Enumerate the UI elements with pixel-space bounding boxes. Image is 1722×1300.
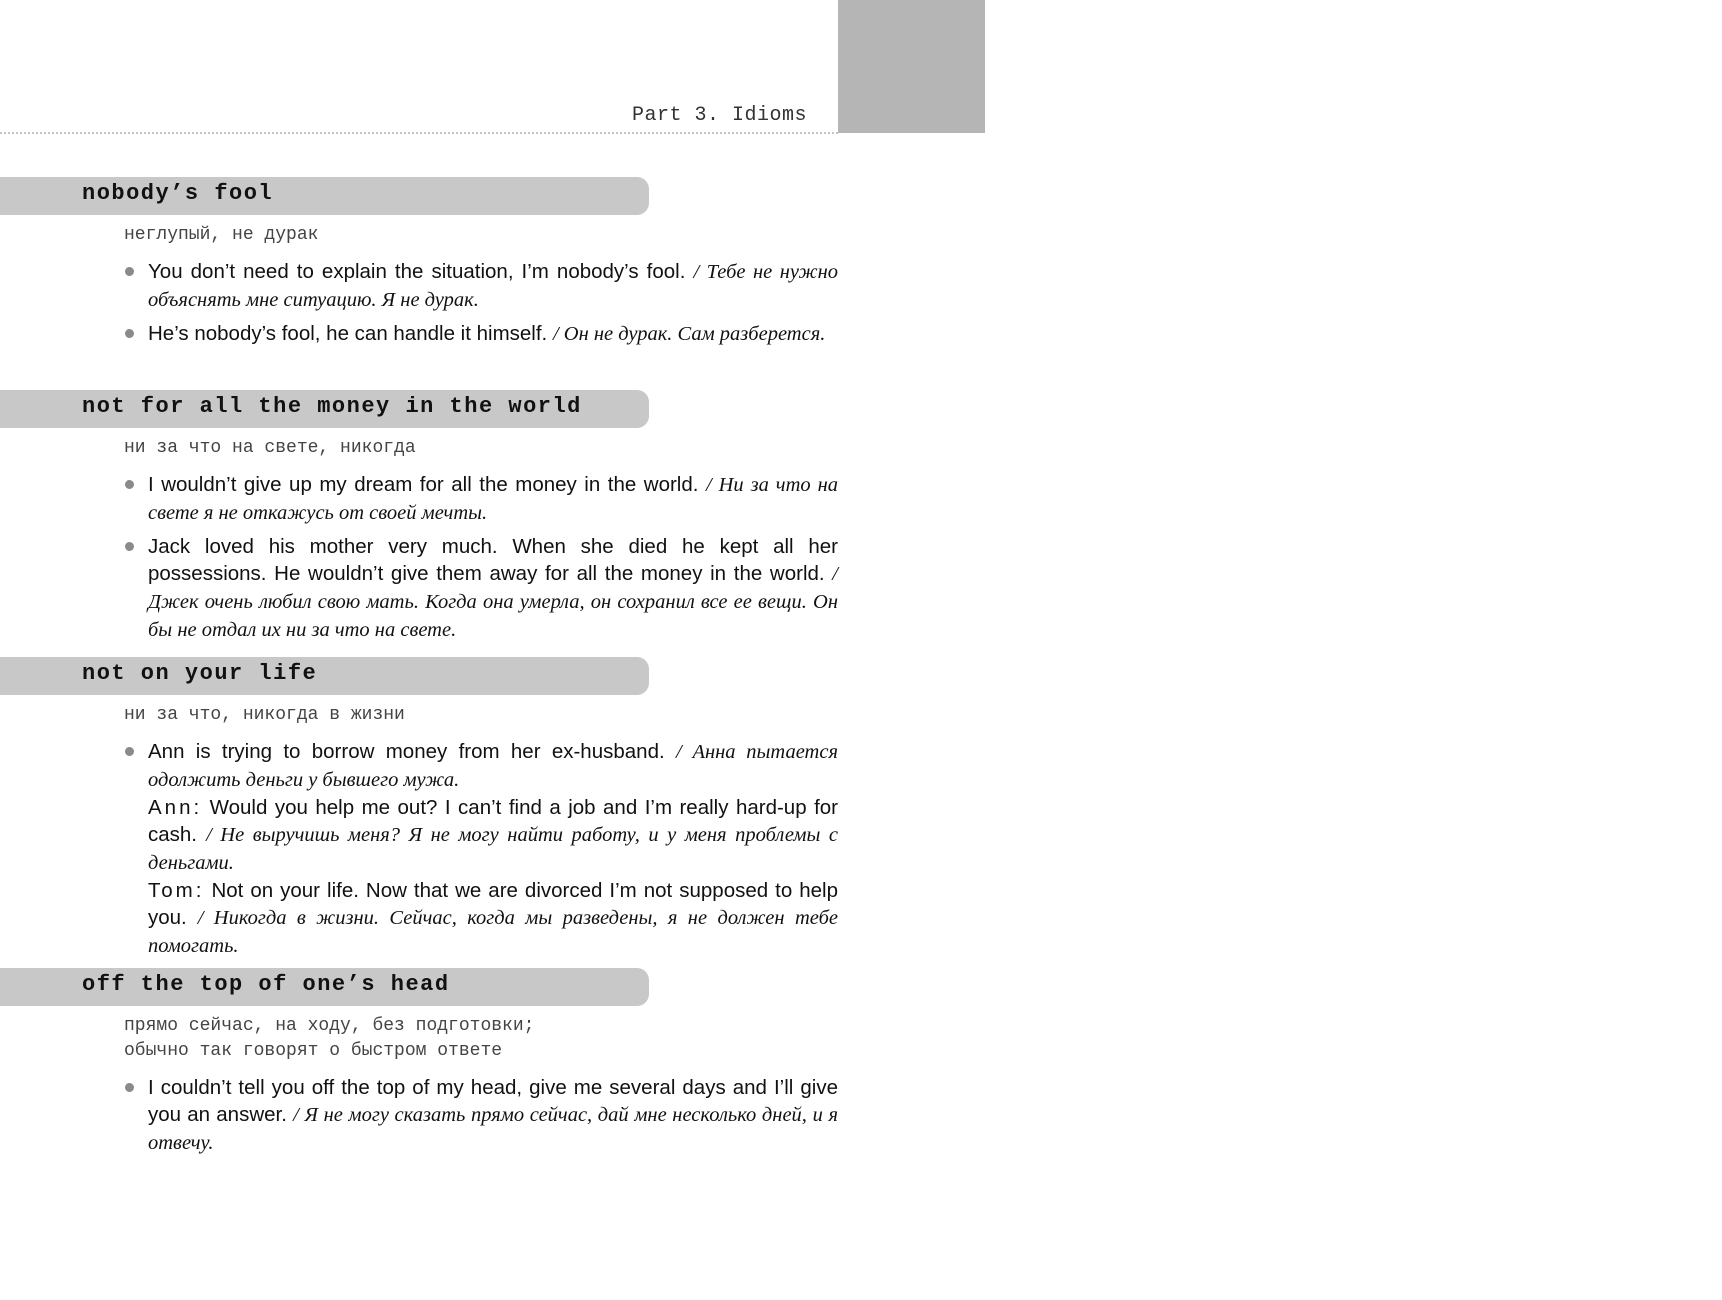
example-item <box>148 1074 838 1157</box>
example-list <box>0 1074 985 1157</box>
headword: not on your life <box>82 661 318 686</box>
example-translation: / Анна пытается одолжить деньги у бывшего мужа. <box>148 741 838 791</box>
example-english: He’s nobody’s fool, he can handle it himself. <box>148 322 548 345</box>
headword: nobody’s fool <box>82 181 274 206</box>
headword-bar <box>0 968 649 1006</box>
entry-not-on-your-life <box>0 657 985 966</box>
page-number-tab <box>838 0 1722 133</box>
headword-bar <box>0 177 649 215</box>
example-translation: / Ни за что на свете я не откажусь от своей мечты. <box>148 474 838 524</box>
speaker-label: Tom: <box>148 879 205 902</box>
example-item <box>148 320 838 348</box>
headword-bar <box>0 390 649 428</box>
definition: неглупый, не дурак <box>124 225 319 245</box>
bullet-icon <box>125 329 134 338</box>
definition: прямо сейчас, на ходу, без подготовки; обычно так говорят о быстром ответе <box>124 1016 535 1061</box>
example-translation: / Джек очень любил свою мать. Когда она умерла, он сохранил все ее вещи. Он бы не отдал их ни за что на свете. <box>148 563 838 641</box>
dialogue-translation: / Никогда в жизни. Сейчас, когда мы разведены, я не должен тебе помогать. <box>148 907 838 957</box>
bullet-icon <box>125 480 134 489</box>
example-translation: / Я не могу сказать прямо сейчас, дай мне несколько дней, и я отвечу. <box>148 1104 838 1154</box>
entry-off-the-top-of-ones-head <box>0 968 985 1163</box>
dialogue-translation: / Не выручишь меня? Я не могу найти работу, и у меня проблемы с деньгами. <box>148 824 839 874</box>
example-english: I wouldn’t give up my dream for all the money in the world. <box>148 473 699 496</box>
example-list <box>0 471 985 644</box>
definition: ни за что на свете, никогда <box>124 438 416 458</box>
headword: not for all the money in the world <box>82 394 582 419</box>
dialogue-english: Would you help me out? I can’t find a job and I’m really hard-up for cash. <box>148 796 838 846</box>
entry-nobodys-fool <box>0 177 985 354</box>
headword: off the top of one’s head <box>82 972 450 997</box>
example-translation: / Он не дурак. Сам разберется. <box>552 323 826 345</box>
example-english: Jack loved his mother very much. When she died he kept all her possessions. He wouldn’t give them away for all the money in the world. <box>148 535 838 585</box>
example-item <box>148 738 838 960</box>
example-english: You don’t need to explain the situation, I’m nobody’s fool. <box>148 260 686 283</box>
dialogue-line <box>148 794 838 877</box>
example-item <box>148 471 838 527</box>
header-divider <box>0 132 838 134</box>
example-item <box>148 258 838 314</box>
page-number: 195 <box>1688 104 1722 126</box>
bullet-icon <box>125 542 134 551</box>
headword-bar <box>0 657 649 695</box>
bullet-icon <box>125 267 134 276</box>
speaker-label: Ann: <box>148 796 203 819</box>
example-english: Ann is trying to borrow money from her ex-husband. <box>148 740 665 763</box>
running-head: Part 3. Idioms <box>631 104 807 127</box>
example-translation: / Тебе не нужно объяснять мне ситуацию. Я не дурак. <box>148 261 838 311</box>
example-intro <box>148 738 838 794</box>
example-list <box>0 258 985 348</box>
bullet-icon <box>125 747 134 756</box>
example-item <box>148 533 838 644</box>
example-list <box>0 738 985 960</box>
dialogue-line <box>148 877 838 960</box>
dialogue-english: Not on your life. Now that we are divorced I’m not supposed to help you. <box>148 879 838 929</box>
entry-not-for-all-the-money <box>0 390 985 650</box>
bullet-icon <box>125 1083 134 1092</box>
example-english: I couldn’t tell you off the top of my head, give me several days and I’ll give you an answer. <box>148 1076 838 1126</box>
definition: ни за что, никогда в жизни <box>124 705 405 725</box>
